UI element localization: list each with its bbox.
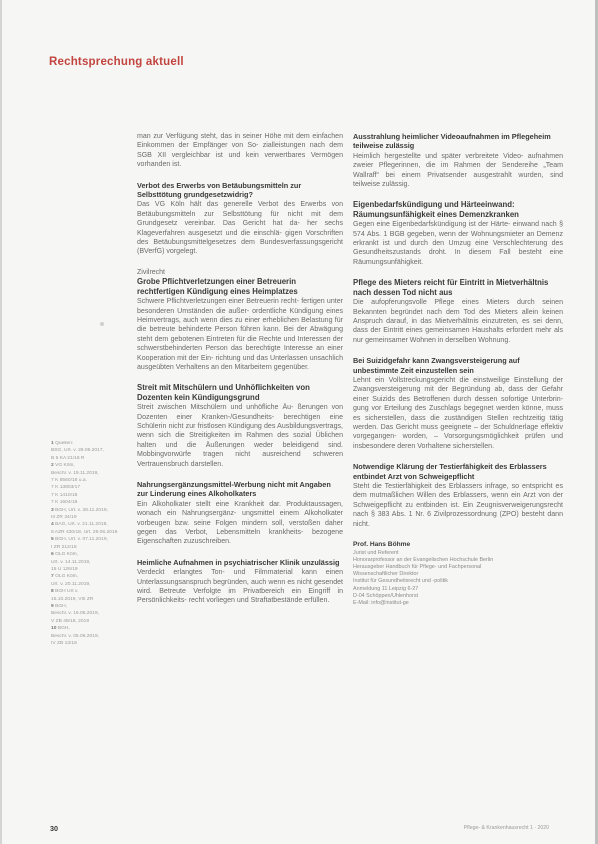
margin-note-text: 15 U 126/19 (51, 566, 78, 572)
article-kicker: Zivilrecht (137, 268, 166, 276)
margin-note (51, 448, 125, 454)
margin-note-text: IV ZB 13/18 (51, 640, 77, 646)
article-title: Eigenbedarfskündigung und Härteeinwand: Räumungsunfähigkeit eines Demenzkranken (353, 200, 519, 219)
margin-note-text: BAG, Urt. v. 21.11.2019, (55, 522, 108, 528)
margin-notes (51, 441, 125, 648)
intro-paragraph: man zur Verfügung steht, das in seiner Höhe mit dem einfachen Einkommen der Empfänger von So- zialleistungen nach dem SGB XII vergleichbar ist und kein verwertbares Vermögen vorhanden ist. (137, 133, 343, 169)
margin-note (51, 463, 125, 469)
margin-note-text: B 6 KA 21/16 R (51, 455, 85, 461)
article-body: Schwere Pflichtverletzungen einer Betreuerin recht- fertigen unter besonderen Umständen die außer- ordentliche Kündigung eines Heimvertrags, auch wenn dies zu einer erheblichen Belastung für die betreute behinderte Person führen kann. Bei der Abwägung steht dem gebotenen Eintreten für die Rechte und Interessen der schwerstbehinderten Person das berechtigte Interesse an einer Kooperation mit der Ein- richtung und das Unterlassen unsachlich ausgeübten Verhaltens an den Mitarbeitern gegenüber. (137, 298, 343, 371)
author-line: Honorarprofessor an der Evangelischen Hochschule Berlin (353, 556, 494, 563)
margin-note-text: 7 K 1410/18 (51, 492, 78, 498)
margin-note-text: 8 AZR 430/18, Urt. 29.06.2019 (51, 529, 118, 535)
article-right-1 (353, 132, 563, 189)
margin-note-text: 7 K 1604/18 (51, 500, 78, 506)
margin-note (51, 560, 125, 566)
margin-note-number: 1 (51, 441, 54, 446)
margin-dot (100, 322, 104, 326)
page-number: 30 (50, 824, 58, 833)
margin-note-text: BSG, Urt. v. 28.06.2017, (51, 448, 104, 454)
margin-note (51, 619, 125, 625)
margin-note (51, 567, 125, 573)
margin-note (51, 589, 125, 595)
article-right-4 (353, 356, 563, 451)
article-left-2 (137, 268, 343, 372)
margin-note-text: V ZB 48/18, 2019 (51, 618, 90, 624)
article-left-4 (137, 480, 343, 547)
left-column (137, 132, 343, 606)
margin-note (51, 626, 125, 632)
author-line: Wissenschaftlicher Direktor (353, 571, 419, 578)
article-title: Heimliche Aufnahmen in psychiatrischer Klinik unzulässig (137, 557, 340, 567)
margin-note-text: 7 K 13803/17 (51, 485, 81, 491)
margin-note-text: III ZR 34/19 (51, 515, 77, 521)
margin-note-text: BGH, Urt. v. 28.11.2019, (55, 507, 108, 513)
margin-note-text: Beschl. v. 05.06.2019, (51, 633, 100, 639)
author-line: D-04 Schöppen/Uhlenhorst (353, 592, 419, 599)
margin-note-text: OLG Köln, (55, 552, 78, 558)
article-title: Pflege des Mieters reicht für Eintritt in Mietverhältnis nach dessen Tod nicht aus (353, 278, 549, 297)
article-title: Grobe Pflichtverletzungen einer Betreuerin rechtfertigen Kündigung eines Heimplatzes (137, 277, 298, 296)
margin-note (51, 597, 125, 603)
margin-note (51, 522, 125, 528)
margin-note (51, 641, 125, 647)
margin-note-text: Beschl. v. 19.11.2019, (51, 470, 99, 476)
margin-note-number: 3 (51, 507, 54, 513)
author-line: Anmeldung 11 Leipzig 6-27 (353, 585, 419, 592)
margin-note-number: 10 (51, 626, 57, 632)
margin-note (51, 508, 125, 514)
author-line: Jurist und Referent (353, 549, 399, 556)
margin-note-text: BGH Urt v. (55, 589, 79, 595)
margin-note-text: Beschl. v. 16.05.2019, (51, 611, 100, 617)
author-box (353, 541, 563, 607)
author-line: E-Mail: info@institut-ge (353, 599, 409, 606)
margin-note-number: 6 (51, 552, 54, 558)
author-name: Prof. Hans Böhme (353, 541, 411, 549)
section-title: Rechtsprechung aktuell (49, 56, 184, 68)
margin-note (51, 515, 125, 521)
margin-note-text: Quellen: (55, 441, 74, 446)
article-body: Streit zwischen Mitschülern und unhöfliche Äu- ßerungen von Dozenten einer Kranken-/Gesundheits- berechtigen eine Schülerin nicht zur fristlosen Kündigung des Ausbildungsvertrags, wenn sich die Streitigkeiten im Rahmen des sozial Üblichen halten und die Äußerungen weder beleidigend sind. Mobbingvorwürfe tragen nicht ausreichend schweren Vertrauensbruch darstellen. (137, 404, 343, 468)
article-title: Nahrungsergänzungsmittel-Werbung nicht mit Angaben zur Linderung eines Alkoholkaters (137, 480, 331, 499)
margin-note-text: Urt. v. 14.11.2019, (51, 559, 91, 565)
margin-note (51, 441, 125, 447)
margin-note-text: OLG Köln, (55, 574, 78, 580)
article-body: Ein Alkoholkater stellt eine Krankheit dar. Produktaussagen, wonach ein Nahrungsergänz- ungsmittel einem Alkoholkater vorbeugen bzw. seine Folgen mindern soll, verstoßen daher gegen das Verbot, Lebensmitteln krankheits- bezogene Eigenschaften zuzuschreiben. (137, 500, 343, 546)
author-line: Herausgeber Handbuch für Pflege- und Fachpersonal (353, 563, 482, 570)
article-title: Bei Suizidgefahr kann Zwangsversteigerung auf unbestimmte Zeit einzustellen sein (353, 356, 520, 375)
margin-note (51, 456, 125, 462)
margin-note (51, 574, 125, 580)
margin-note-text: BGH, (55, 603, 68, 609)
article-left-5 (137, 558, 343, 606)
article-body: Heimlich hergestellte und später verbreitete Video- aufnahmen zweier Pflegerinnen, die im Rahmen der Sendereihe „Team Wallraff“ bei einem Privatsender ausgestrahlt wurden, sind teilweise zulässig. (353, 152, 563, 189)
margin-note-text: I ZR 212/18 (51, 544, 77, 550)
article-body: Steht die Testierfähigkeit des Erblassers infrage, so entspricht es dem mutmaßlichen Willen des Erblassers, wenn ein Arzt von der Schweigepflicht zu entbinden ist. Ein Zeugnisverweigerungsrecht nach § 383 Abs. 1 Nr. 6 Zivilprozessordnung (ZPO) besteht dann nicht. (353, 483, 563, 528)
article-title: Streit mit Mitschülern und Unhöflichkeiten von Dozenten kein Kündigungsgrund (137, 383, 310, 402)
margin-note (51, 582, 125, 588)
article-title: Verbot des Erwerbs von Betäubungsmitteln zur Selbsttötung grundgesetzwidrig? (137, 180, 302, 200)
document-page (2, 0, 595, 844)
margin-note (51, 478, 125, 484)
article-right-3 (353, 278, 563, 345)
margin-note (51, 471, 125, 477)
margin-note (51, 500, 125, 506)
margin-note (51, 493, 125, 499)
margin-note-number: 4 (51, 522, 54, 528)
margin-note-text: 15.10.2019, VIII ZR (51, 596, 94, 602)
article-right-2 (353, 200, 563, 267)
margin-note (51, 634, 125, 640)
margin-note (51, 530, 125, 536)
margin-note-number: 5 (51, 537, 54, 543)
margin-note-number: 7 (51, 574, 54, 580)
margin-note (51, 604, 125, 610)
margin-note-text: BGH, (57, 626, 70, 632)
margin-note (51, 611, 125, 617)
margin-note-text: BGH, Urt. v. 07.11.2019, (55, 537, 108, 543)
article-body: Das VG Köln hält das generelle Verbot des Erwerbs von Betäubungsmitteln zur Selbsttötung für nicht mit dem Grundgesetz vereinbar. Das Gericht hat da- her sechs Klageverfahren ausgesetzt und die einschlä- gigen Vorschriften des Betäubungsmittelgesetzes dem Bundesverfassungsgericht (BVerfG) vorgelegt. (137, 201, 343, 256)
article-body: Die aufopferungsvolle Pflege eines Mieters durch seinen Bekannten begründet nach dem Tod des Mieters allein keinen Anspruch darauf, in das Mietverhältnis einzutreten, es sei denn, dass der Eintritt eines gemeinsamen Haushalts erfordert mehr als nur gemeinsamer Wohnen in derselben Wohnung. (353, 299, 563, 344)
article-body: Lehnt ein Vollstreckungsgericht die einstweilige Einstellung der Zwangsversteigerung mit der Begründung ab, dass der Gefahr einer Suizids des Betroffenen durch dessen sofortige Unterbrin- gung vor Erteilung des Zuschlags begegnet werden könne, muss es sicherstellen, dass die zuständigen Stellen rechtzeitig tätig werden. Das Gericht muss geeignete – der Schuldnerlage effektiv vorgegangen- worden, – Vorsorgungsmöglichkeit prüfen und insbesondere deren Vorhaltene sicherstellen. (353, 376, 563, 450)
margin-note-text: VG Köln, (55, 463, 75, 469)
margin-note-number: 2 (51, 463, 54, 469)
margin-note (51, 485, 125, 491)
article-body: Verdeckt erlangtes Ton- und Filmmaterial kann einen Unterlassungsanspruch begründen, auch wenn es nicht gesendet wird. Betreute Verfolgte im Privatbereich ein Eingriff in Persönlichkeits- recht vorliegen und Straftatbestände erfüllen. (137, 569, 343, 605)
article-left-1 (137, 181, 343, 257)
author-line: Institut für Gesundheitsrecht und -politik (353, 578, 448, 585)
margin-note-text: 7 K 8560/18 u.a. (51, 478, 87, 484)
right-column (353, 132, 563, 607)
article-left-3 (137, 383, 343, 469)
article-title: Notwendige Klärung der Testierfähigkeit des Erblassers entbindet Arzt von Schweigepflicht (353, 462, 547, 481)
margin-note-number: 8 (51, 589, 54, 595)
article-title: Ausstrahlung heimlicher Videoaufnahmen im Pflegeheim teilweise zulässig (353, 132, 551, 151)
margin-note (51, 537, 125, 543)
article-right-5 (353, 462, 563, 529)
margin-note (51, 552, 125, 558)
margin-note (51, 545, 125, 551)
journal-footer: Pflege- & Krankenhausrecht 1 · 2020 (463, 825, 549, 831)
margin-note-number: 9 (51, 603, 54, 609)
margin-note-text: Urt. v. 20.11.2019, (51, 581, 91, 587)
article-body: Gegen eine Eigenbedarfskündigung ist der Härte- einwand nach § 574 Abs. 1 BGB gegeben, wenn der Wohnungsmieter an Demenz erkrankt ist und durch den Umzug eine Verschlechterung des Gesundheitszustands droht. In diesem Fall besteht eine Räumungsunfähigkeit. (353, 221, 563, 266)
